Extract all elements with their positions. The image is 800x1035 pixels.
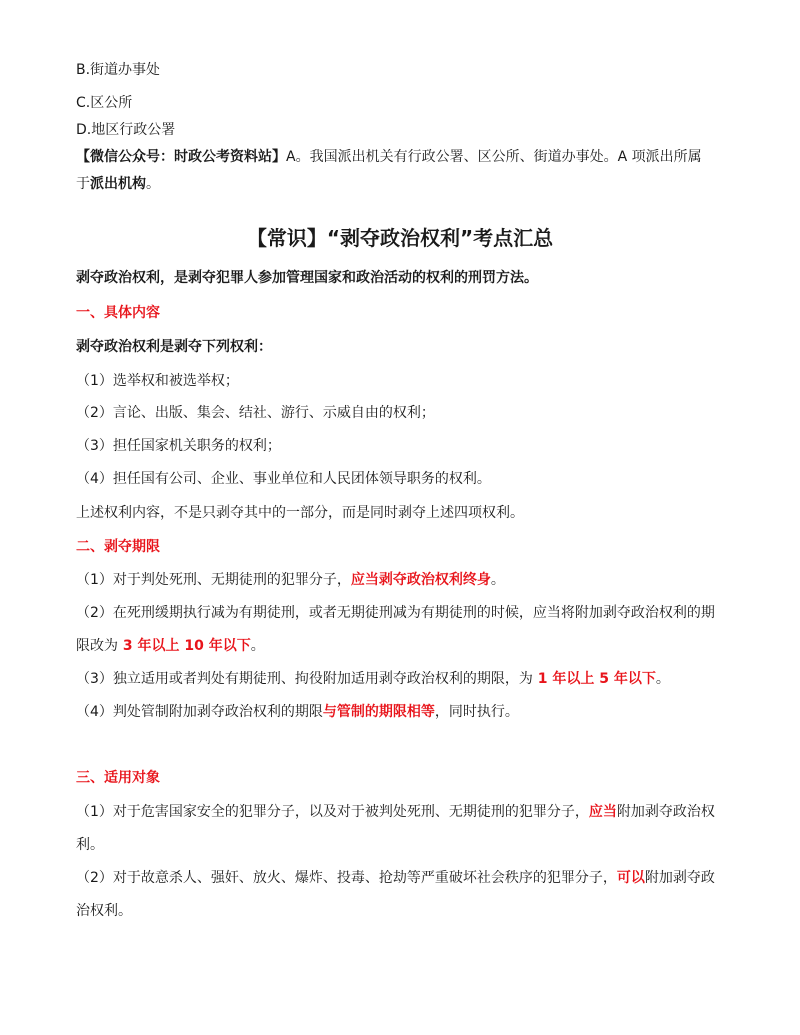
section1-item: （1）选举权和被选举权； bbox=[76, 373, 239, 389]
text: （1）对于危害国家安全的犯罪分子，以及对于被判处死刑、无期徒刑的犯罪分子， bbox=[76, 804, 589, 820]
section1-item: （2）言论、出版、集会、结社、游行、示威自由的权利； bbox=[76, 405, 435, 421]
highlight: 应当 bbox=[588, 804, 617, 820]
text: （1）对于判处死刑、无期徒刑的犯罪分子， bbox=[76, 572, 351, 588]
answer-line-2 bbox=[76, 174, 160, 194]
answer-bold: 派出机构 bbox=[90, 176, 146, 192]
section1-note: 上述权利内容，不是只剥夺其中的一部分，而是同时剥夺上述四项权利。 bbox=[76, 505, 524, 521]
section1-item: （3）担任国家机关职务的权利； bbox=[76, 438, 281, 454]
answer-source: 【微信公众号：时政公考资料站】 bbox=[76, 149, 286, 165]
option-b: B.街道办事处 bbox=[76, 62, 161, 78]
section3-para-1-line-2: 利。 bbox=[76, 837, 104, 853]
section3-heading: 三、适用对象 bbox=[76, 770, 160, 786]
section2-para-1 bbox=[76, 570, 505, 590]
section2-para-2-line-1: （2）在死刑缓期执行减为有期徒刑，或者无期徒刑减为有期徒刑的时候，应当将附加剥夺政治权利的期 bbox=[76, 605, 715, 621]
section1-item: （4）担任国有公司、企业、事业单位和人民团体领导职务的权利。 bbox=[76, 471, 491, 487]
text: 附加剥夺政治权 bbox=[616, 804, 715, 820]
section2-para-3 bbox=[76, 669, 670, 689]
option-d: D.地区行政公署 bbox=[76, 122, 176, 138]
answer-line-1 bbox=[76, 147, 702, 167]
text: 附加剥夺政 bbox=[644, 870, 715, 886]
answer-text: A。我国派出机关有行政公署、区公所、街道办事处。A 项派出所属 bbox=[286, 149, 702, 165]
section3-para-1-line-1 bbox=[76, 802, 715, 822]
option-c: C.区公所 bbox=[76, 95, 133, 111]
text: （4）判处管制附加剥夺政治权利的期限 bbox=[76, 704, 323, 720]
text: 。 bbox=[655, 671, 670, 687]
text: （3）独立适用或者判处有期徒刑、拘役附加适用剥夺政治权利的期限，为 bbox=[76, 671, 533, 687]
section3-para-2-line-1 bbox=[76, 868, 715, 888]
highlight: 可以 bbox=[616, 870, 645, 886]
text: 限改为 bbox=[76, 638, 118, 654]
section3-para-2-line-2: 治权利。 bbox=[76, 903, 132, 919]
section2-para-2-line-2 bbox=[76, 636, 265, 656]
article-title: 【常识】“剥夺政治权利”考点汇总 bbox=[246, 226, 554, 250]
answer-prefix: 于 bbox=[76, 176, 90, 192]
highlight: 1 年以上 5 年以下 bbox=[532, 671, 656, 687]
answer-end: 。 bbox=[146, 176, 160, 192]
section1-lead: 剥夺政治权利是剥夺下列权利： bbox=[76, 339, 272, 355]
text: （2）对于故意杀人、强奸、放火、爆炸、投毒、抢劫等严重破坏社会秩序的犯罪分子， bbox=[76, 870, 617, 886]
definition: 剥夺政治权利，是剥夺犯罪人参加管理国家和政治活动的权利的刑罚方法。 bbox=[76, 270, 538, 286]
text: ，同时执行。 bbox=[434, 704, 519, 720]
highlight: 应当剥夺政治权利终身 bbox=[350, 572, 491, 588]
highlight: 与管制的期限相等 bbox=[322, 704, 435, 720]
text: 。 bbox=[490, 572, 505, 588]
section2-heading: 二、剥夺期限 bbox=[76, 539, 160, 555]
text: 。 bbox=[250, 638, 265, 654]
section2-para-4 bbox=[76, 702, 519, 722]
highlight: 3 年以上 10 年以下 bbox=[118, 638, 251, 654]
section1-heading: 一、具体内容 bbox=[76, 305, 160, 321]
